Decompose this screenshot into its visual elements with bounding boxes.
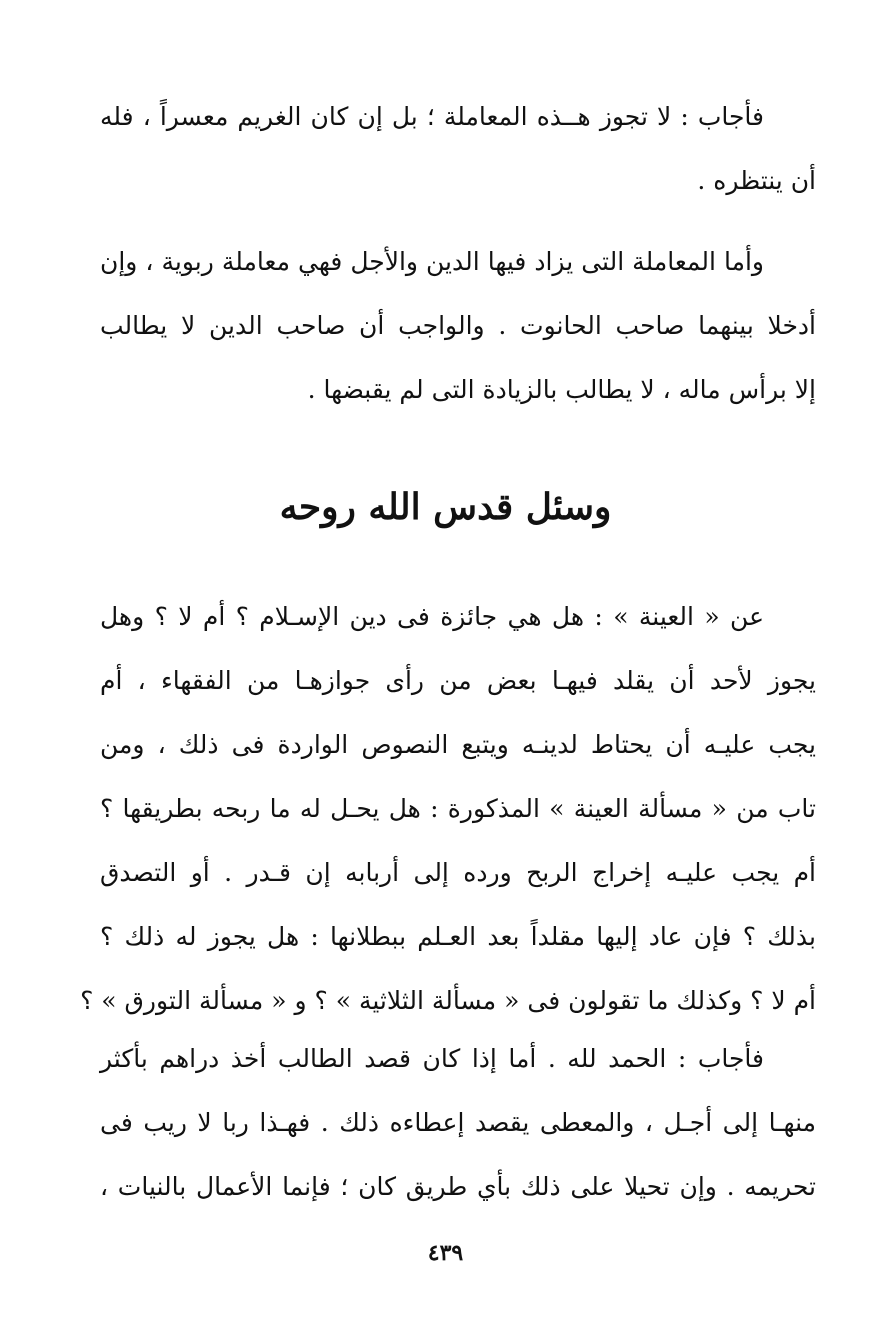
paragraph-question [80, 585, 816, 1033]
text-line: تحريمه . وإن تحيلا على ذلك بأي طريق كان ؛ فإنما الأعمال بالنيات ، [100, 1172, 816, 1201]
text-line: يجوز لأحد أن يقلد فيهـا بعض من رأى جوازهـا من الفقهاء ، أم [100, 666, 816, 695]
text-line: وأما المعاملة التى يزاد فيها الدين والأجل فهي معاملة ربوية ، وإن [100, 247, 764, 276]
text-line: فأجاب : لا تجوز هــذه المعاملة ؛ بل إن كان الغريم معسراً ، فله [100, 102, 764, 131]
paragraph-answer-2 [100, 1027, 816, 1219]
text-line: أن ينتظره . [697, 166, 816, 195]
paragraph-answer-1 [100, 85, 816, 213]
page-number: ٤٣٩ [427, 1240, 464, 1266]
text-line: منهـا إلى أجـل ، والمعطى يقصد إعطاءه ذلك . فهـذا ربا لا ريب فى [100, 1108, 816, 1137]
text-line: أدخلا بينهما صاحب الحانوت . والواجب أن صاحب الدين لا يطالب [100, 311, 816, 340]
text-line: أم لا ؟ وكذلك ما تقولون فى « مسألة الثلاثية » ؟ و « مسألة التورق » ؟ [80, 986, 816, 1015]
text-line: بذلك ؟ فإن عاد إليها مقلداً بعد العـلم ببطلانها : هل يجوز له ذلك ؟ [100, 922, 816, 951]
section-heading: وسئل قدس الله روحه [279, 486, 612, 528]
paragraph-ruling [100, 230, 816, 422]
text-line: أم يجب عليـه إخراج الربح ورده إلى أربابه إن قـدر . أو التصدق [100, 858, 816, 887]
text-line: تاب من « مسألة العينة » المذكورة : هل يحـل له ما ربحه بطريقها ؟ [100, 794, 816, 823]
text-line: فأجاب : الحمد لله . أما إذا كان قصد الطالب أخذ دراهم بأكثر [100, 1044, 764, 1073]
text-line: إلا برأس ماله ، لا يطالب بالزيادة التى لم يقبضها . [307, 375, 816, 404]
text-line: عن « العينة » : هل هي جائزة فى دين الإسـلام ؟ أم لا ؟ وهل [100, 602, 764, 631]
text-line: يجب عليـه أن يحتاط لدينـه ويتبع النصوص الواردة فى ذلك ، ومن [100, 730, 816, 759]
